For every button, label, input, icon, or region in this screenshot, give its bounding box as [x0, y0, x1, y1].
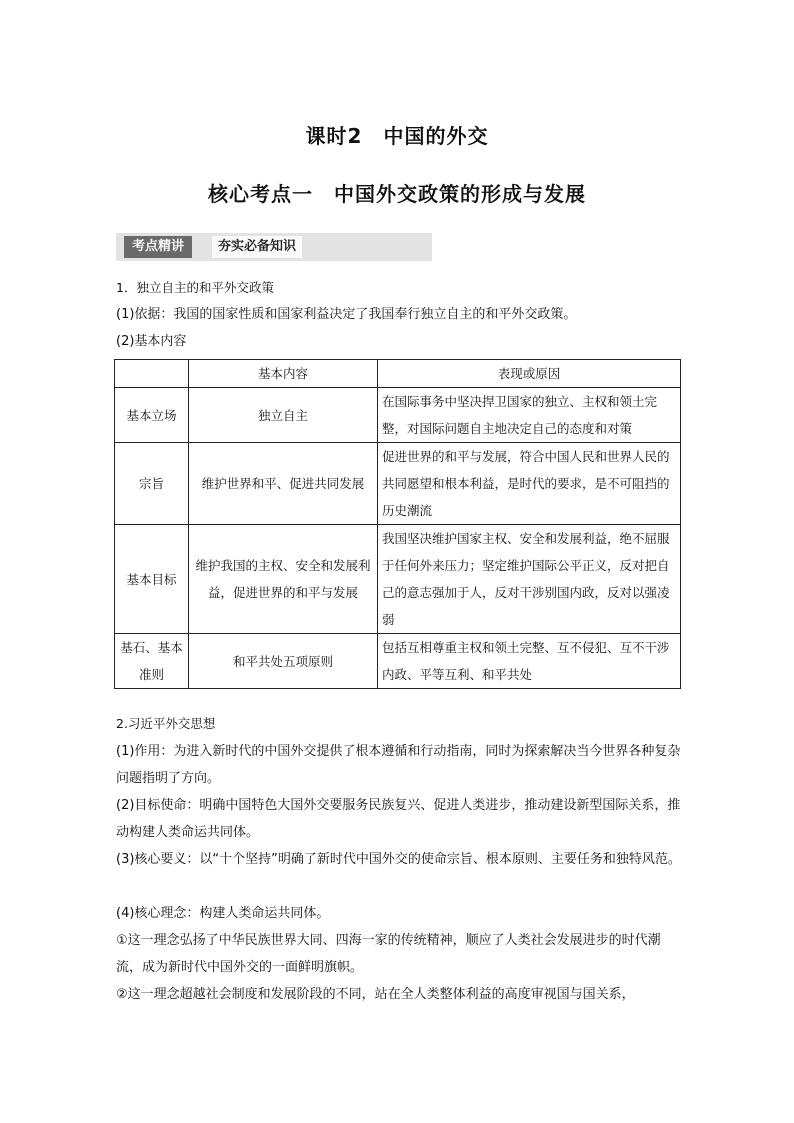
part2-item: (1)作用：为进入新时代的中国外交提供了根本遵循和行动指南，同时为探索解决当今世界各种复杂问题指明了方向。	[116, 744, 681, 786]
row-detail: 我国坚决维护国家主权、安全和发展利益，绝不屈服于任何外来压力；坚定维护国际公平正义，反对把自己的意志强加于人，反对干涉别国内政，反对以强凌弱	[378, 525, 681, 634]
table-row	[115, 634, 681, 689]
part1-content-heading: (2)基本内容	[116, 334, 187, 349]
part2-item: ①这一理念弘扬了中华民族世界大同、四海一家的传统精神，顺应了人类社会发展进步的时代潮流，成为新时代中国外交的一面鲜明旗帜。	[116, 933, 661, 975]
row-label: 基本立场	[115, 388, 189, 443]
part1-heading: 1．独立自主的和平外交政策	[116, 280, 274, 295]
row-label: 宗旨	[115, 443, 189, 525]
row-detail: 包括互相尊重主权和领土完整、互不侵犯、互不干涉内政、平等互利、和平共处	[378, 634, 681, 689]
row-label: 基石、基本准则	[115, 634, 189, 689]
part2-item: (3)核心要义：以“十个坚持”明确了新时代中国外交的使命宗旨、根本原则、主要任务和独特风范。	[116, 852, 681, 867]
table-header-cell: 表现或原因	[378, 360, 681, 388]
row-content: 独立自主	[189, 388, 378, 443]
policy-table	[114, 359, 681, 689]
table-row	[115, 443, 681, 525]
part2-item: ②这一理念超越社会制度和发展阶段的不同，站在全人类整体利益的高度审视国与国关系，	[116, 987, 635, 1002]
section-title: 核心考点一 中国外交政策的形成与发展	[208, 182, 586, 206]
table-header-row	[115, 360, 681, 388]
part1-basis: (1)依据：我国的国家性质和国家利益决定了我国奉行独立自主的和平外交政策。	[116, 307, 577, 322]
banner-label-secondary: 夯实必备知识	[212, 236, 302, 258]
row-content: 维护世界和平、促进共同发展	[189, 443, 378, 525]
banner-label-primary: 考点精讲	[124, 236, 192, 258]
row-label: 基本目标	[115, 525, 189, 634]
row-detail: 在国际事务中坚决捍卫国家的独立、主权和领土完整，对国际问题自主地决定自己的态度和对策	[378, 388, 681, 443]
section-banner	[116, 233, 432, 261]
table-header-cell	[115, 360, 189, 388]
part2-item: (4)核心理念：构建人类命运共同体。	[116, 906, 330, 921]
row-content: 和平共处五项原则	[189, 634, 378, 689]
table-row	[115, 388, 681, 443]
table-header-cell: 基本内容	[189, 360, 378, 388]
part2-item: (2)目标使命：明确中国特色大国外交要服务民族复兴、促进人类进步，推动建设新型国际关系，推动构建人类命运共同体。	[116, 798, 681, 840]
row-detail: 促进世界的和平与发展，符合中国人民和世界人民的共同愿望和根本利益，是时代的要求，是不可阻挡的历史潮流	[378, 443, 681, 525]
lesson-title: 课时2 中国的外交	[305, 124, 489, 148]
table-row	[115, 525, 681, 634]
row-content: 维护我国的主权、安全和发展利益，促进世界的和平与发展	[189, 525, 378, 634]
part2-heading: 2.习近平外交思想	[116, 716, 216, 731]
